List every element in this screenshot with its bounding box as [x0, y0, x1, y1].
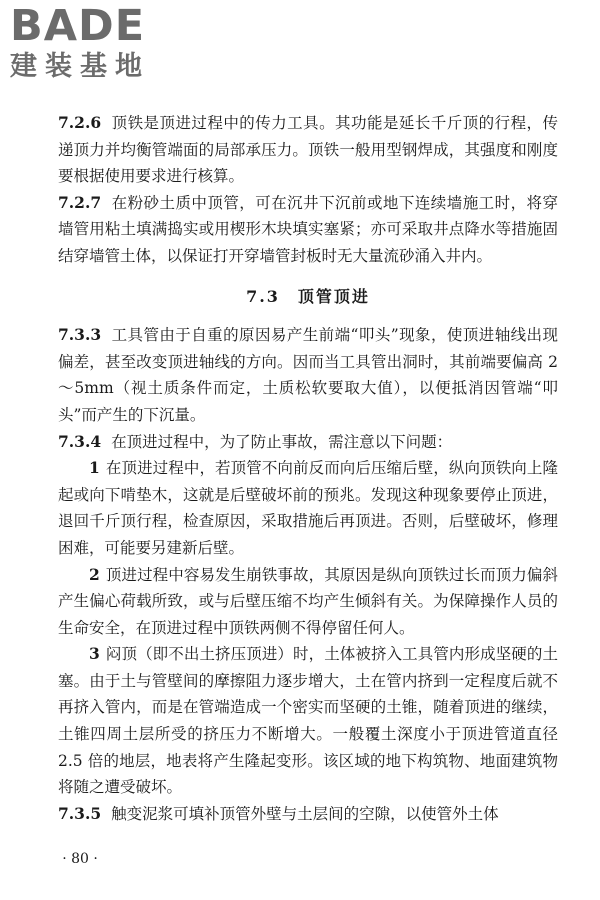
clause-text: 在顶进过程中，为了防止事故，需注意以下问题：	[111, 432, 453, 451]
clause-number: 7.3.4	[58, 431, 102, 451]
clause-number: 7.2.6	[58, 113, 102, 132]
item-number: 2	[89, 564, 100, 584]
logo	[10, 1, 180, 84]
clause-text: 顶铁是顶进过程中的传力工具。其功能是延长千斤顶的行程，传递顶力并均衡管端面的局部承压力。顶铁一般用型钢焊成，其强度和刚度要根据使用要求进行核算。	[58, 114, 558, 186]
item-number: 1	[89, 458, 100, 478]
clause-number: 7.2.7	[58, 192, 102, 212]
clause-text: 在粉砂土质中顶管，可在沉井下沉前或地下连续墙施工时，将穿墙管用粘土填满捣实或用楔形木块填实塞紧；亦可采取井点降水等措施固结穿墙管土体，以保证打开穿墙管封板时无大量流砂涌入井内。	[58, 193, 558, 265]
logo-subtitle: 建装基地	[10, 51, 150, 82]
clause-7-2-6	[58, 110, 558, 190]
clause-7-2-7	[58, 190, 558, 270]
clause-7-3-4	[58, 429, 558, 456]
section-heading: 7.3 顶管顶进	[246, 286, 370, 306]
clause-number: 7.3.5	[58, 803, 102, 823]
clause-7-3-3	[58, 322, 558, 428]
clause-7-3-5	[58, 801, 558, 828]
list-item	[58, 641, 558, 801]
clause-text: 工具管由于自重的原因易产生前端“叩头”现象，使顶进轴线出现偏差，甚至改变顶进轴线的方向。因而当工具管出洞时，其前端要偏高 2～5mm（视土质条件而定，土质松软要取大值），以便抵消因管端“叩头”而产生的下沉量。	[58, 326, 558, 424]
list-item	[58, 455, 558, 561]
list-item	[58, 562, 558, 642]
item-number: 3	[89, 644, 100, 664]
logo-brand: BADE	[10, 1, 146, 51]
item-text: 闷顶（即不出土挤压顶进）时，土体被挤入工具管内形成坚硬的土塞。由于土与管壁间的摩擦阻力逐步增大，土在管内挤到一定程度后就不再挤入管内，而是在管端造成一个密实而坚硬的土锥，随着顶进的继续，土锥四周土层所受的挤压力不断增大。一般覆土深度小于顶进管道直径 2.5 倍的地层，地表将产生隆起变形。该区域的地下构筑物、地面建筑物将随之遭受破坏。	[58, 645, 558, 797]
clause-number: 7.3.3	[58, 325, 102, 345]
item-text: 顶进过程中容易发生崩铁事故，其原因是纵向顶铁过长而顶力偏斜产生偏心荷载所致，或与后壁压缩不均产生倾斜有关。为保障操作人员的生命安全，在顶进过程中顶铁两侧不得停留任何人。	[58, 565, 558, 637]
page-number: · 80 ·	[62, 851, 98, 867]
document-body	[58, 110, 558, 827]
clause-text: 触变泥浆可填补顶管外壁与土层间的空隙，以使管外土体	[111, 804, 499, 823]
item-text: 在顶进过程中，若顶管不向前反而向后压缩后壁，纵向顶铁向上隆起或向下啃垫木，这就是后壁破坏前的预兆。发现这种现象要停止顶进，退回千斤顶行程，检查原因，采取措施后再顶进。否则，后壁破坏，修理困难，可能要另建新后壁。	[58, 459, 558, 557]
